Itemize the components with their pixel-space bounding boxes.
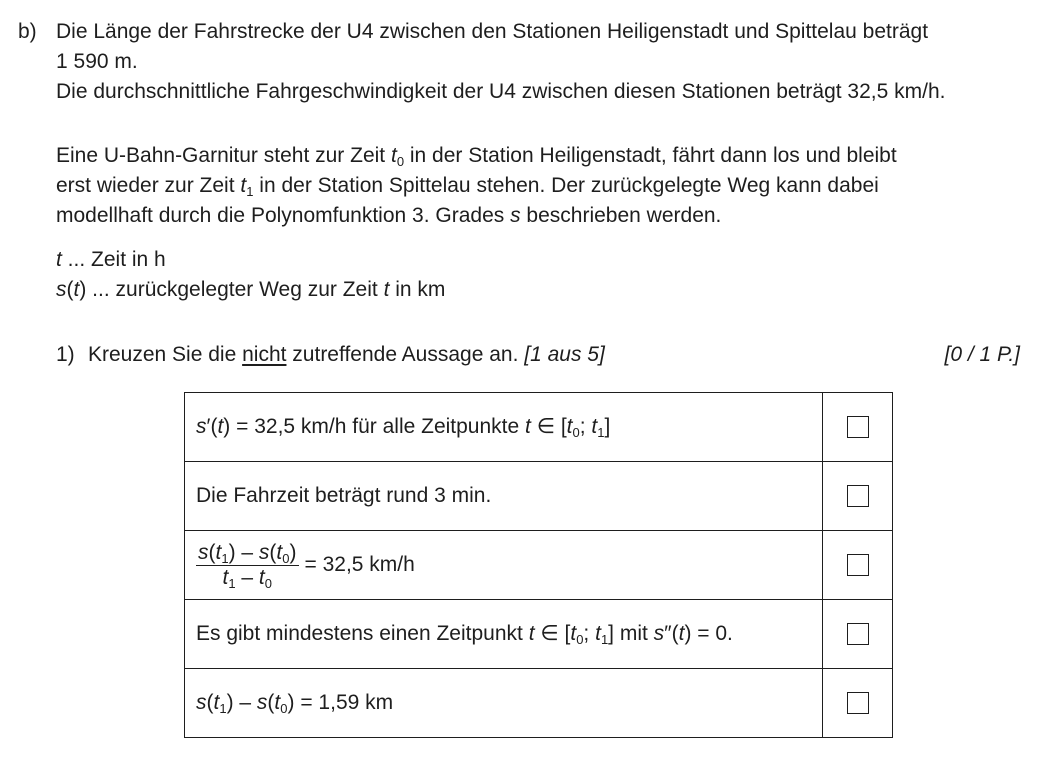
intro-line: Die Länge der Fahrstrecke der U4 zwischen den Stationen Heiligenstadt und Spittelau beträgt bbox=[56, 20, 929, 43]
checkbox-2[interactable] bbox=[847, 485, 869, 507]
table-row bbox=[185, 531, 893, 600]
checkbox-cell bbox=[823, 600, 893, 669]
task-label: b) bbox=[18, 20, 37, 43]
table-row bbox=[185, 393, 893, 462]
intro-line: Die durchschnittliche Fahrgeschwindigkeit der U4 zwischen diesen Stationen beträgt 32,5 km/h. bbox=[56, 80, 946, 103]
statements-table bbox=[184, 392, 893, 738]
table-row bbox=[185, 669, 893, 738]
checkbox-cell bbox=[823, 393, 893, 462]
statement-2: Die Fahrzeit beträgt rund 3 min. bbox=[185, 462, 823, 531]
legend-time: t ... Zeit in h bbox=[56, 248, 166, 271]
checkbox-1[interactable] bbox=[847, 416, 869, 438]
question-text: Kreuzen Sie die nicht zutreffende Aussage an. [1 aus 5] bbox=[88, 343, 605, 366]
model-line: modellhaft durch die Polynomfunktion 3. Grades s beschrieben werden. bbox=[56, 204, 722, 227]
model-paragraph bbox=[56, 141, 1031, 231]
statement-5: $s(t_1) - s(t_0) = 1,59$ km bbox=[185, 669, 823, 738]
fraction-numerator: $s(t_1) - s(t_0)$ bbox=[198, 540, 297, 566]
checkbox-5[interactable] bbox=[847, 692, 869, 714]
model-line: erst wieder zur Zeit $t_1$ in der Station Spittelau stehen. Der zurückgelegte Weg kann dabei bbox=[56, 174, 879, 199]
checkbox-4[interactable] bbox=[847, 623, 869, 645]
fraction bbox=[196, 541, 299, 590]
intro-paragraph bbox=[56, 17, 1031, 107]
table-row bbox=[185, 462, 893, 531]
table-row bbox=[185, 600, 893, 669]
checkbox-3[interactable] bbox=[847, 554, 869, 576]
model-line: Eine U-Bahn-Garnitur steht zur Zeit $t_0$ in der Station Heiligenstadt, fährt dann los und bleibt bbox=[56, 144, 897, 169]
fraction-denominator: $t_1 - t_0$ bbox=[222, 565, 272, 591]
question-hint: [1 aus 5] bbox=[524, 343, 605, 366]
question-number: 1) bbox=[56, 343, 75, 366]
checkbox-cell bbox=[823, 669, 893, 738]
intro-line: 1 590 m. bbox=[56, 50, 138, 73]
statement-1: s′(t) = 32,5 km/h für alle Zeitpunkte t ∈ [$t_0$; $t_1$] bbox=[185, 393, 823, 462]
legend-distance: s(t) ... zurückgelegter Weg zur Zeit t in km bbox=[56, 278, 446, 301]
points-label: [0 / 1 P.] bbox=[944, 343, 1020, 366]
statement-4: Es gibt mindestens einen Zeitpunkt t ∈ [$t_0$; $t_1$] mit s″(t) = 0. bbox=[185, 600, 823, 669]
checkbox-cell bbox=[823, 531, 893, 600]
statement-3: $\frac{s(t_1) - s(t_0)}{t_1 - t_0}$ = 32,5 km/h bbox=[185, 531, 823, 600]
variable-legend bbox=[56, 245, 1031, 305]
checkbox-cell bbox=[823, 462, 893, 531]
